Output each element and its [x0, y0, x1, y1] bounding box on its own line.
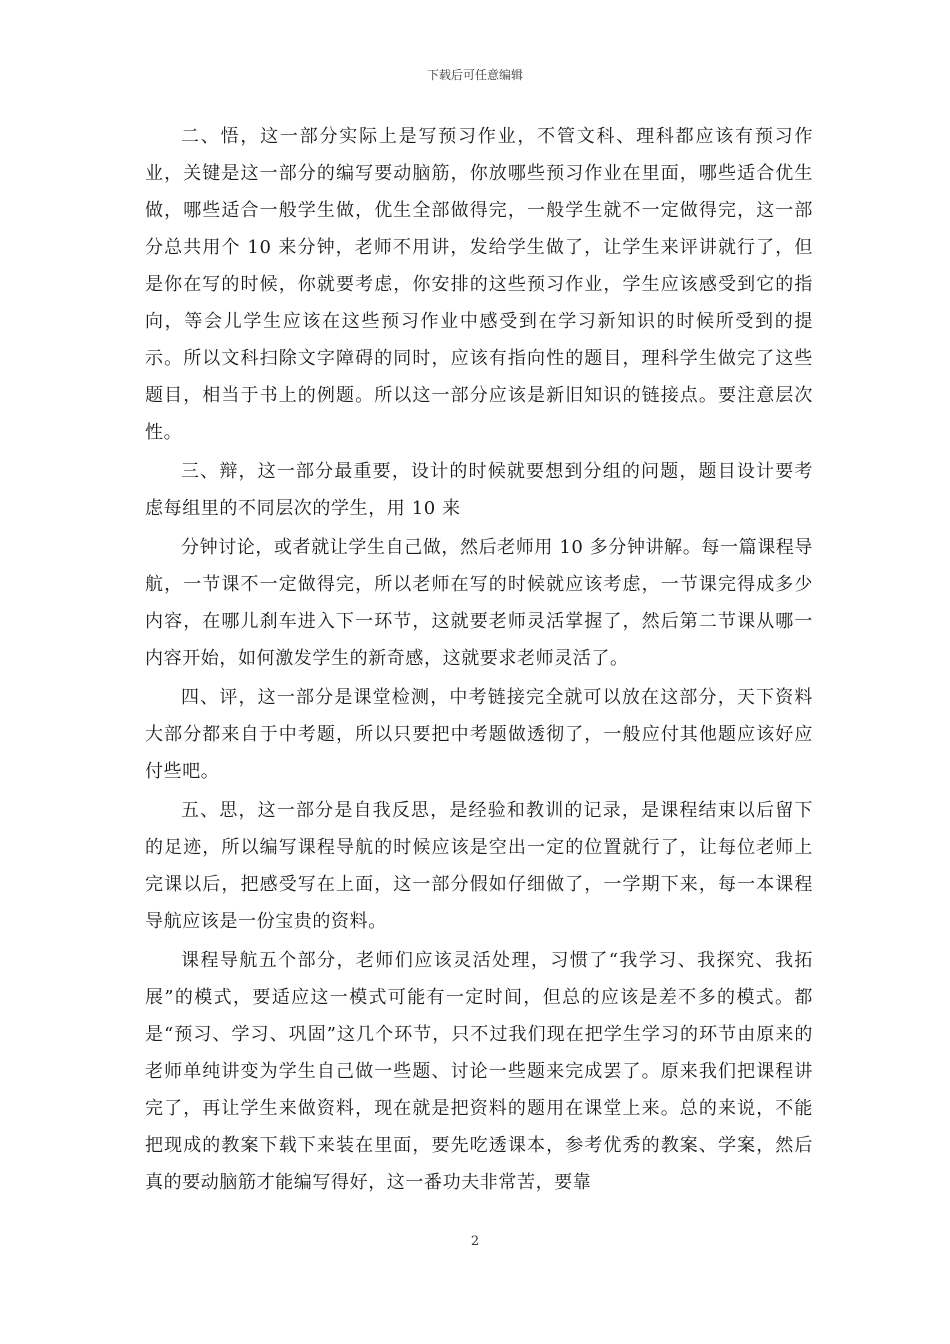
page-header-note: 下载后可任意编辑: [426, 68, 523, 82]
paragraph-evaluate-section: 四、评，这一部分是课堂检测，中考链接完全就可以放在这部分，天下资料大部分都来自于中考题，所以只要把中考题做透彻了，一般应付其他题应该好应付些吧。: [145, 687, 813, 782]
paragraph-reflect-section: 五、思，这一部分是自我反思，是经验和教训的记录，是课程结束以后留下的足迹，所以编写课程导航的时候应该是空出一定的位置就行了，让每位老师上完课以后，把感受写在上面，这一部分假如仔细做了，一学期下来，每一本课程导航应该是一份宝贵的资料。: [145, 800, 813, 932]
paragraph-summary: 课程导航五个部分，老师们应该灵活处理，习惯了“我学习、我探究、我拓展”的模式，要适应这一模式可能有一定时间，但总的应该是差不多的模式。都是“预习、学习、巩固”这几个环节，只不过我们现在把学生学习的环节由原来的老师单纯讲变为学生自己做一些题、讨论一些题来完成罢了。原来我们把课程讲完了，再让学生来做资料，现在就是把资料的题用在课堂上来。总的来说，不能把现成的教案下载下来装在里面，要先吃透课本，参考优秀的教案、学案，然后真的要动脑筋才能编写得好，这一番功夫非常苦，要靠: [145, 950, 813, 1193]
page-number: 2: [470, 1234, 480, 1249]
paragraph-preview-section: 二、悟，这一部分实际上是写预习作业，不管文科、理科都应该有预习作业，关键是这一部分的编写要动脑筋，你放哪些预习作业在里面，哪些适合优生做，哪些适合一般学生做，优生全部做得完，一般学生就不一定做得完，这一部分总共用个 10 来分钟，老师不用讲，发给学生做了，让学生来评讲就行了，但是你在写的时候，你就要考虑，你安排的这些预习作业，学生应该感受到它的指向，等会儿学生应该在这些预习作业中感受到在学习新知识的时候所受到的提示。所以文科扫除文字障碍的同时，应该有指向性的题目，理科学生做完了这些题目，相当于书上的例题。所以这一部分应该是新旧知识的链接点。要注意层次性。: [145, 126, 813, 443]
paragraph-discuss-continued: 分钟讨论，或者就让学生自己做，然后老师用 10 多分钟讲解。每一篇课程导航，一节课不一定做得完，所以老师在写的时候就应该考虑，一节课完得成多少内容，在哪儿刹车进入下一环节，这就要老师灵活掌握了，然后第二节课从哪一内容开始，如何激发学生的新奇感，这就要求老师灵活了。: [145, 537, 813, 669]
document-body: [145, 118, 813, 1201]
paragraph-discuss-section: 三、辩，这一部分最重要，设计的时候就要想到分组的问题，题目设计要考虑每组里的不同层次的学生，用 10 来: [145, 461, 813, 519]
